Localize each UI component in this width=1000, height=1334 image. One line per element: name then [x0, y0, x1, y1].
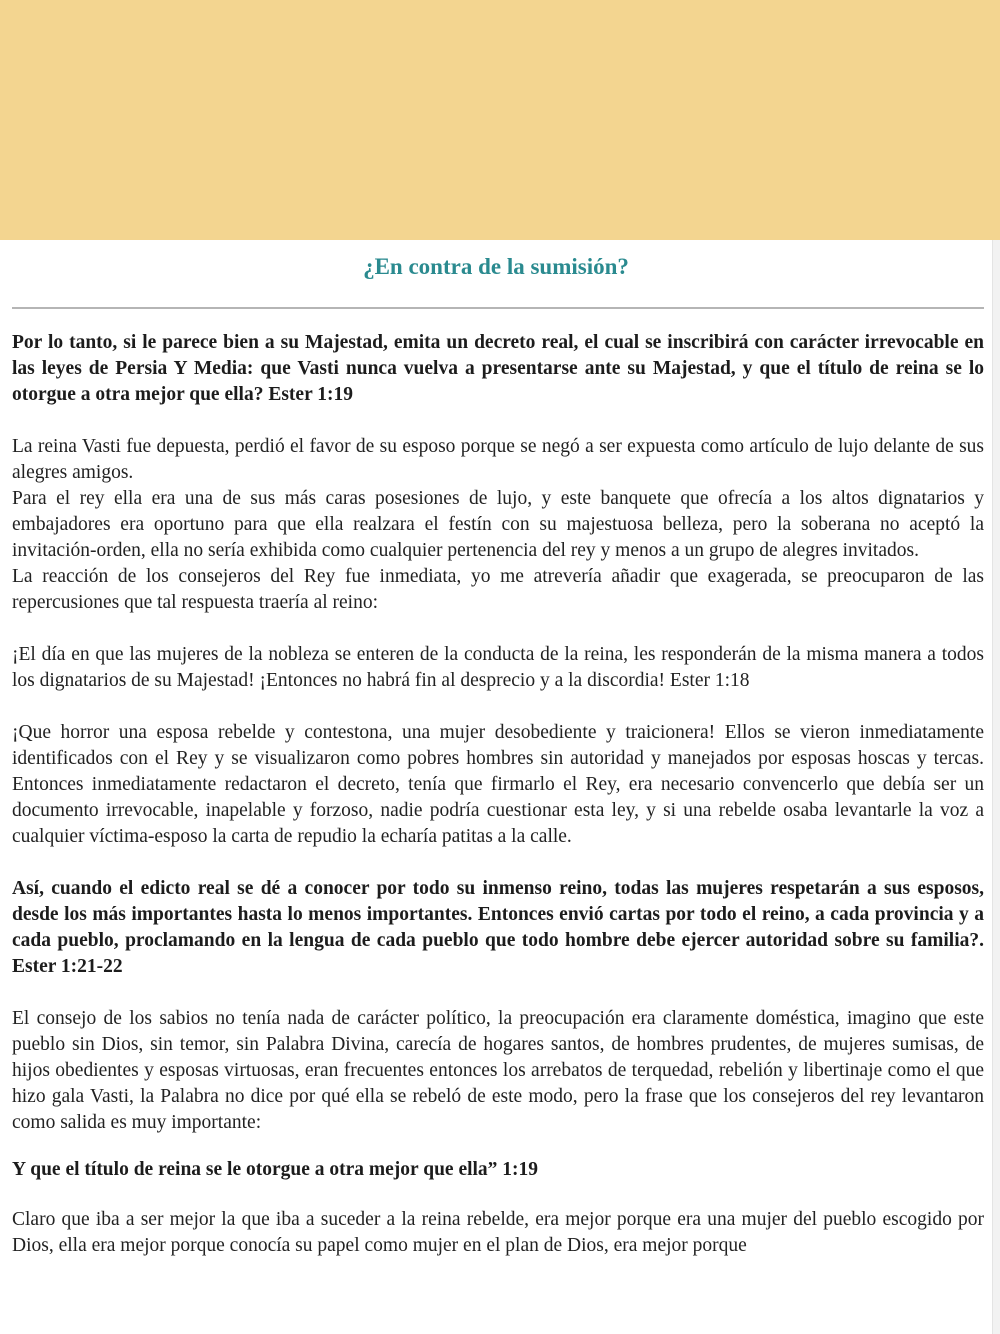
scrollbar[interactable]: [992, 240, 1000, 1334]
quote-ester-1-18: ¡El día en que las mujeres de la nobleza se enteren de la conducta de la reina, les responderán de la misma manera a todos los dignatarios de su Majestad! ¡Entonces no habrá fin al desprecio y a la discordia! Ester 1:18: [12, 644, 984, 691]
quote-ester-1-21-22: Así, cuando el edicto real se dé a conocer por todo su inmenso reino, todas las mujeres respetarán a sus esposos, desde los más importantes hasta lo menos importantes. Entonces envió cartas por todo el reino, a cada provincia y a cada pueblo, proclamando en la lengua de cada pueblo que todo hombre debe ejercer autoridad sobre su familia?. Ester 1:21-22: [12, 878, 984, 977]
body-paragraph: ¡Que horror una esposa rebelde y contestona, una mujer desobediente y traicionera! Ellos se vieron inmediatamente identificados con el Rey y se visualizaron como pobres hombres sin autoridad y manejados por esposas hoscas y tercas. Entonces inmediatamente redactaron el decreto, tenía que firmarlo el Rey, era necesario convencerlo que debía ser un documento irrevocable, inapelable y forzoso, nadie podría cuestionar esta ley, y si una rebelde osaba levantarle la voz a cualquier víctima-esposo la carta de repudio la echaría patitas a la calle.: [12, 722, 984, 847]
quote-1-19-highlight: Y que el título de reina se le otorgue a otra mejor que ella” 1:19: [12, 1159, 539, 1180]
paragraph-gap: [12, 1136, 984, 1157]
article-body: [0, 330, 992, 1259]
paragraph-gap: [12, 694, 984, 720]
body-paragraph: El consejo de los sabios no tenía nada de carácter político, la preocupación era claramente doméstica, imagino que este pueblo sin Dios, sin temor, sin Palabra Divina, carecía de hogares santos, de hombres prudentes, de mujeres sumisas, de hijos obedientes y esposas virtuosas, eran frecuentes entonces los arrebatos de terquedad, rebelión y libertinaje como el que hizo gala Vasti, la Palabra no dice por qué ella se rebeló de este modo, pero la frase que los consejeros del rey levantaron como salida es muy importante:: [12, 1008, 984, 1133]
paragraph-gap: [12, 1183, 984, 1207]
quote-ester-1-19: Por lo tanto, si le parece bien a su Majestad, emita un decreto real, el cual se inscribirá con carácter irrevocable en las leyes de Persia Y Media: que Vasti nunca vuelva a presentarse ante su Majestad, y que el título de reina se lo otorgue a otra mejor que ella? Ester 1:19: [12, 332, 984, 405]
top-banner: [0, 0, 1000, 240]
body-paragraph: Para el rey ella era una de sus más caras posesiones de lujo, y este banquete que ofrecía a los altos dignatarios y embajadores era oportuno para que ella realzara el festín con su majestuosa belleza, pero la soberana no aceptó la invitación-orden, ella no sería exhibida como cualquier pertenencia del rey y menos a un grupo de alegres invitados.: [12, 488, 984, 561]
body-paragraph: La reina Vasti fue depuesta, perdió el favor de su esposo porque se negó a ser expuesta como artículo de lujo delante de sus alegres amigos.: [12, 436, 984, 483]
paragraph-gap: [12, 616, 984, 642]
paragraph-gap: [12, 408, 984, 434]
article-page: [0, 240, 992, 1334]
article-title: ¿En contra de la sumisión?: [363, 254, 629, 279]
body-paragraph: Claro que iba a ser mejor la que iba a suceder a la reina rebelde, era mejor porque era una mujer del pueblo escogido por Dios, ella era mejor porque conocía su papel como mujer en el plan de Dios, era mejor porque: [12, 1209, 984, 1256]
body-paragraph: La reacción de los consejeros del Rey fue inmediata, yo me atrevería añadir que exagerada, se preocuparon de las repercusiones que tal respuesta traería al reino:: [12, 566, 984, 613]
paragraph-gap: [12, 850, 984, 876]
paragraph-gap: [12, 980, 984, 1006]
title-divider: [12, 307, 984, 309]
